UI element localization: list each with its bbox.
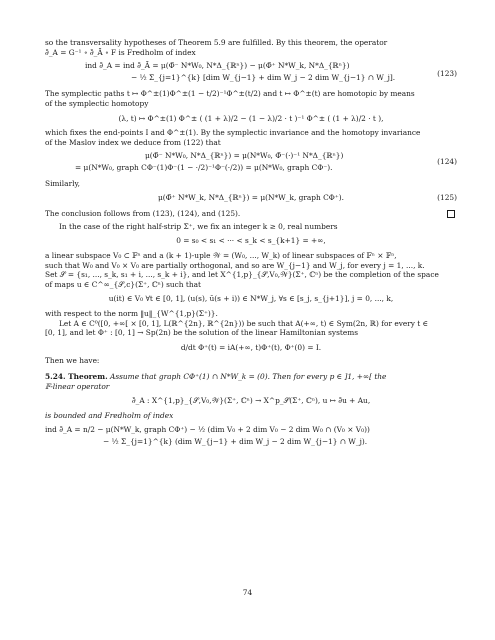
paragraph-endpoints-cont: of the Maslov index we deduce from (122) that — [45, 137, 221, 147]
equation-125-line: μ(Φ̄⁺ N*W_k, N*Δ_{ℝⁿ}) = μ(N*W_k, graph CΦ⁺). — [157, 193, 344, 202]
paragraph-subspaces-1: a linear subspace V₀ ⊂ 𝔽ⁿ and a (k + 1)-uple 𝒲 = (W₀, ..., W_k) of linear subspaces of 𝔽ⁿ × 𝔽ⁿ, — [45, 250, 397, 260]
paragraph-half-strip: In the case of the right half-strip Σ⁺, we fix an integer k ≥ 0, real numbers — [59, 221, 338, 231]
equation-125 — [45, 193, 457, 205]
similarly-text: Similarly, — [45, 179, 81, 189]
theorem-5-24 — [45, 372, 457, 382]
boundary-conditions: u(it) ∈ V₀ ∀t ∈ [0, 1], (u(s), ū(s + i)) ∈ N*W_j, ∀s ∈ [s_j, s_{j+1}], j = 0, ..., k, — [108, 294, 394, 304]
theorem-statement-3: is bounded and Fredholm of index — [45, 411, 174, 420]
equation-123-line-1: ind ∂̄_A = ind ∂̄_Ā = μ(Φ̄⁻ N*W₀, N*Δ_{ℝⁿ}) − μ(Φ̄⁺ N*W_k, N*Δ_{ℝⁿ}) — [85, 61, 350, 71]
index-formula-line-2: − ½ Σ_{j=1}^{k} (dim W_{j−1} + dim W_j − 2 dim W_{j−1} ∩ W_j). — [103, 436, 368, 446]
equation-123 — [45, 61, 457, 85]
index-formula-line-1: ind ∂̄_A = n/2 − μ(N*W_k, graph CΦ⁺) − ½ (dim V₀ + 2 dim V₀ − 2 dim W₀ ∩ (V₀ × V₀)) — [45, 424, 370, 434]
paragraph-subspaces-3: Set 𝒮 = {s₁, ..., s_k, s₁ + i, ..., s_k + i}, and let X^{1,p}_{𝒮,V₀,𝒲}(Σ⁺, ℂⁿ) be the completion of the space — [45, 270, 439, 280]
paragraph-symplectic-paths-cont: of the symplectic homotopy — [45, 98, 149, 108]
equation-124-line-2: = μ(N*W₀, graph CΦ⁻(1)Φ⁻(1 − ·/2)⁻¹Φ⁻(·/2)) = μ(N*W₀, graph CΦ⁻). — [75, 163, 333, 173]
page-number: 74 — [242, 588, 253, 597]
paragraph-transversality: so the transversality hypotheses of Theorem 5.9 are fulfilled. By this theorem, the operator — [45, 38, 388, 47]
qed-box — [447, 210, 455, 218]
conclusion-line — [45, 209, 457, 219]
hamiltonian-system: d/dt Φ⁺(t) = iA(+∞, t)Φ⁺(t), Φ⁺(0) = I. — [180, 342, 322, 352]
theorem-statement-2: 𝔽-linear operator — [45, 381, 110, 391]
real-numbers-sequence: 0 = s₀ < s₁ < ··· < s_k < s_{k+1} = +∞, — [176, 236, 326, 246]
index-formula — [45, 425, 457, 449]
then-we-have: Then we have: — [45, 355, 100, 365]
equation-124-line-1: μ(Φ̄⁻ N*W₀, N*Δ_{ℝⁿ}) = μ(N*W₀, Φ̄⁻(·)⁻¹ N*Δ_{ℝⁿ}) — [145, 151, 344, 161]
paragraph-let-A: Let A ∈ C⁰([0, +∞[ × [0, 1], L(ℝ^{2n}, ℝ^{2n})) be such that A(+∞, t) ∈ Sym(2n, ℝ) for every t ∈ — [59, 318, 429, 328]
theorem-statement-1: Assume that graph CΦ⁺(1) ∩ N*W_k = (0). Then for every p ∈ ]1, +∞[ the — [110, 372, 387, 382]
paragraph-endpoints: which fixes the end-points I and Φ^±(1). By the symplectic invariance and the homotopy invariance — [45, 128, 421, 138]
paragraph-norm: with respect to the norm ‖u‖_{W^{1,p}(Σ⁺)}. — [45, 309, 218, 318]
paragraph-subspaces-4: of maps u ∈ C^∞_{𝒮,c}(Σ⁺, ℂⁿ) such that — [45, 279, 201, 289]
theorem-heading: 5.24. Theorem. — [45, 372, 108, 382]
conclusion-text: The conclusion follows from (123), (124), and (125). — [45, 209, 241, 218]
paragraph-let-A-cont: [0, 1], and let Φ⁺ : [0, 1] → Sp(2n) be the solution of the linear Hamiltonian systems — [45, 328, 359, 338]
equation-124 — [45, 151, 457, 175]
equation-number-123: (123) — [437, 69, 457, 79]
operator-mapping: ∂̄_A : X^{1,p}_{𝒮,V₀,𝒲}(Σ⁺, ℂⁿ) → X^p_𝒮(Σ⁺, ℂⁿ), u ↦ ∂̄u + Au, — [131, 396, 371, 406]
equation-number-124: (124) — [437, 157, 457, 167]
document-page — [45, 38, 457, 453]
operator-definition: ∂̄_A = G⁻¹ ∘ ∂̄_Ā ∘ F is Fredholm of index — [45, 47, 196, 57]
paragraph-symplectic-paths: The symplectic paths t ↦ Φ^±(1)Φ^±(1 − t/2)⁻¹Φ^±(t/2) and t ↦ Φ^±(t) are homotopic by means — [45, 89, 415, 99]
paragraph-subspaces-2: such that W₀ and V₀ × V₀ are partially orthogonal, and so are W_{j−1} and W_j, for every j = 1, ..., k. — [45, 260, 425, 270]
equation-number-125: (125) — [437, 193, 457, 202]
homotopy-formula: (λ, t) ↦ Φ^±(1) Φ^± ( (1 + λ)/2 − (1 − λ)/2 · t )⁻¹ Φ^± ( (1 + λ)/2 · t ), — [118, 113, 384, 123]
equation-123-line-2: − ½ Σ_{j=1}^{k} [dim W_{j−1} + dim W_j − 2 dim W_{j−1} ∩ W_j]. — [131, 73, 396, 83]
